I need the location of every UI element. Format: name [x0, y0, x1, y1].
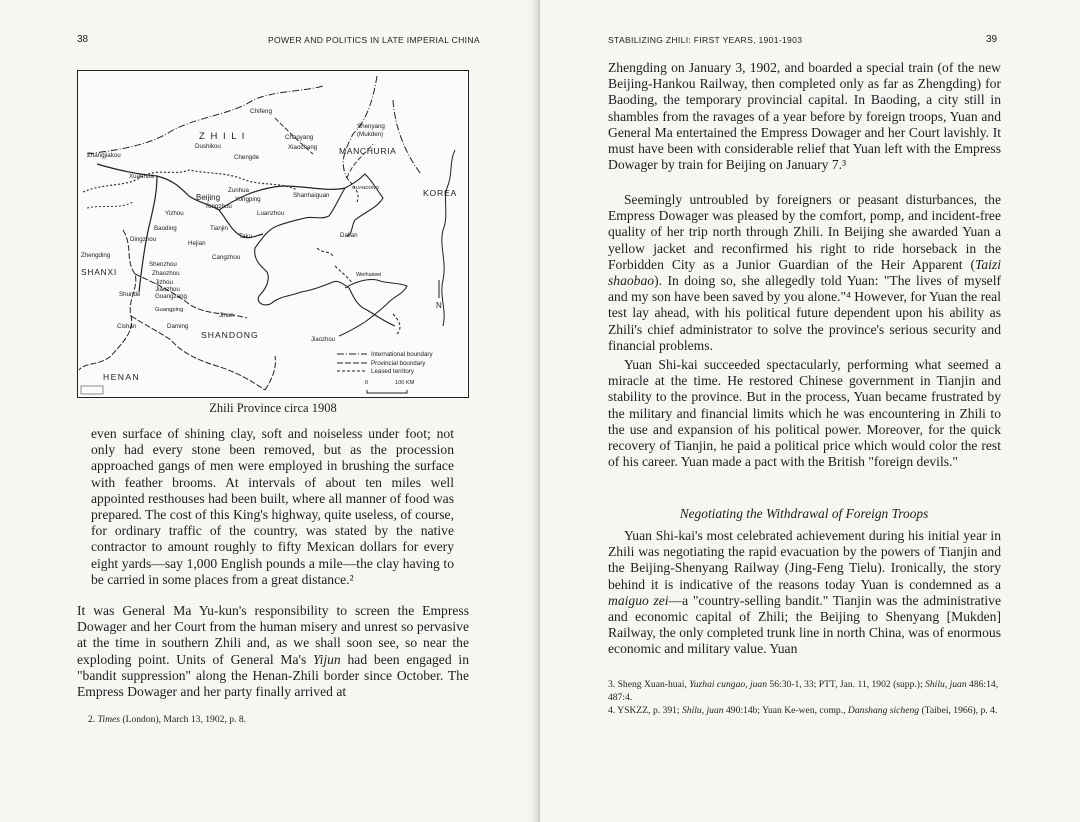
map-label-shandong: SHANDONG — [201, 330, 259, 340]
page-number: 38 — [77, 34, 89, 45]
map-label-dushikou: Dushikou — [195, 143, 221, 150]
left-page — [0, 0, 538, 822]
right-paragraph-1: Zhengding on January 3, 1902, and boarded a special train (of the new Beijing-Hankou Railway, then completed only as far as Zhengding) for Baoding, the temporary provincial capital. In Baoding, a city still in shambles from the ravages of a year before by foreign troops, Yuan and General Ma entertained the Empress Dowager and her Court lavishly. It must have been with considerable relief that Yuan left with the Empress Dowager by train for Beijing on January 7.³ — [608, 60, 1001, 173]
map-label-xuanhua: Xuanhua — [129, 173, 154, 180]
map-label-beijing: Beijing — [196, 193, 221, 202]
left-paragraph-quote: even surface of shining clay, soft and noiseless under foot; not only had every stone been removed, but as the procession approached gangs of men were employed in brushing the surface with feather brooms. At intervals of about ten miles well appointed resthouses had been built, where all manner of food was prepared. The cost of this King's highway, quite useless, of course, for ordinary traffic of the country, was stated by the native contractor to amount roughly to fifty Mexican dollars for every eight yards—say 1,000 English pounds a mile—the clay having to be carried in some places from a great distance.² — [91, 426, 454, 587]
legend-provincial: Provincial boundary — [371, 360, 426, 367]
map-label-luanzhou: Luanzhou — [257, 210, 285, 217]
footnote-2: 2. Times (London), March 13, 1902, p. 8. — [88, 714, 247, 725]
map-label-hejian: Hejian — [188, 240, 206, 247]
map-label-zunhua: Zunhua — [228, 187, 249, 194]
map-label-henan: HENAN — [103, 372, 141, 382]
map-label-baoding: Baoding — [154, 225, 177, 232]
map-legend — [337, 351, 433, 393]
scale-zero: 0 — [365, 380, 369, 386]
legend-leased: Leased territory — [371, 368, 414, 375]
map-label-shanxi: SHANXI — [81, 267, 117, 277]
map-label-guandong: GUANDONG — [352, 185, 380, 190]
map-drawing — [77, 70, 469, 398]
map-label-mukden: (Mukden) — [357, 131, 384, 138]
map-label-dalian: Dalian — [340, 232, 358, 239]
map-label-daming: Daming — [167, 323, 189, 330]
map-caption: Zhili Province circa 1908 — [209, 401, 337, 415]
scale-km: 100 KM — [395, 380, 415, 386]
map-label-shunde: Shunde — [119, 291, 141, 298]
map-label-dingzhou: Dingzhou — [130, 236, 157, 243]
scale-bar — [367, 390, 407, 393]
page-number: 39 — [986, 34, 998, 45]
right-paragraph-4: Yuan Shi-kai's most celebrated achievement during his initial year in Zhili was negotiating the rapid evacuation by the powers of Tianjin and the Beijing-Shenyang Railway (Jing-Feng Tielu). Ironically, the story behind it is indicative of the reasons today Yuan is condemned as a maiguo zei—a "country-selling bandit." Tianjin was the administrative and economic capital of Zhili; the Beijing to Shenyang [Mukden] Railway, the only completed trunk line in north China, was of enormous economic and military value. Yuan — [608, 528, 1002, 657]
map-label-shenyang: Shenyang — [357, 123, 385, 130]
legend-international: International boundary — [371, 351, 433, 358]
map-label-shanhaiguan: Shanhaiguan — [293, 192, 330, 199]
map-label-guangping: Guangping — [155, 307, 184, 313]
map-label-xiaochang: Xiaochang — [288, 144, 318, 151]
map-label-tianjin: Tianjin — [210, 225, 228, 232]
map-label-cangzhou: Cangzhou — [212, 254, 241, 261]
footnote-3: 3. Sheng Xuan-huai, Yuzhai cungao, juan 56:30-1, 33; PTT, Jan. 11, 1902 (supp.); Shilu, juan 486:14, 487:4. — [608, 679, 999, 703]
map-label-chengde: Chengde — [234, 154, 260, 161]
zhili-map — [77, 70, 469, 398]
left-paragraph-2: It was General Ma Yu-kun's responsibility to screen the Empress Dowager and her Court from the human misery and unrest so pervasive at the time in southern Zhili and, as we shall soon see, so near the exploding point. Units of General Ma's Yijun had been engaged in "bandit suppression" along the Henan-Zhili border since October. The Empress Dowager and her party finally arrived at — [77, 603, 469, 700]
footnotes-3-4 — [608, 678, 1001, 717]
map-label-jizhou: Jizhou — [155, 279, 173, 286]
map-label-zhaozhou: Zhaozhou — [152, 270, 180, 277]
running-head: STABILIZING ZHILI: FIRST YEARS, 1901-1903 — [608, 35, 803, 45]
map-label-chifeng: Chifeng — [250, 108, 273, 115]
section-subheading: Negotiating the Withdrawal of Foreign Troops — [679, 506, 929, 521]
right-paragraph-3: Yuan Shi-kai succeeded spectacularly, performing what seemed a miracle at the time. He restored Chinese government in Tianjin and stability to the province. But in the process, Yuan became frustrated by the military and financial limits which he was encountering in Zhili to the use and expansion of his political power. Moreover, for the quick recovery of Tianjin, he paid a political price which would color the rest of his career. Yuan made a pact with the British "foreign devils." — [608, 357, 1001, 470]
map-label-weihaiwei: Weihaiwei — [356, 272, 382, 278]
map-label-cishan: Cishan — [117, 323, 137, 330]
map-label-guangzong: Guangzong — [155, 293, 187, 300]
map-label-chaoyang: Chaoyang — [285, 134, 314, 141]
map-label-shenzhou: Shenzhou — [149, 261, 177, 268]
map-label-jiaozhou: Jiaozhou — [311, 337, 336, 343]
map-label-taku: Taku — [239, 233, 253, 240]
map-label-zhengding: Zhengding — [81, 252, 111, 259]
map-label-yongping: Yongping — [235, 196, 261, 203]
map-label-yizhou: Yizhou — [165, 210, 184, 217]
map-label-jiaozhou-top: Jiaozhou — [155, 286, 180, 293]
map-label-zhili: Z H I L I — [199, 131, 246, 142]
map-label-manchuria: MANCHURIA — [339, 146, 397, 156]
map-label-tongzhou: Tongzhou — [205, 203, 232, 210]
running-head: POWER AND POLITICS IN LATE IMPERIAL CHINA — [268, 35, 480, 45]
map-label-zhangjiakou: Zhangjiakou — [87, 152, 121, 159]
right-paragraph-2: Seemingly untroubled by foreigners or peasant disturbances, the Empress Dowager was pleased by the comfort, pomp, and incident-free quality of her trip north through Zhili. In Beijing she awarded Yuan a yellow jacket and reconfirmed his right to ride horseback in the Forbidden City as a Junior Guardian of the Heir Apparent (Taizi shaobao). In doing so, she allegedly told Yuan: "The lives of myself and my son have been saved by you alone."⁴ However, for Yuan the real test lay ahead, with his political future dependent upon his ability as Zhili's chief administrator to solve the province's serious security and financial problems. — [608, 192, 1001, 353]
north-arrow-label: N — [436, 301, 442, 310]
map-label-jinan: Jinan — [219, 312, 234, 319]
map-label-korea: KOREA — [423, 188, 458, 198]
footnote-4: 4. YSKZZ, p. 391; Shilu, juan 490:14b; Yuan Ke-wen, comp., Danshang sicheng (Taibei, 1966), p. 4. — [608, 705, 998, 716]
